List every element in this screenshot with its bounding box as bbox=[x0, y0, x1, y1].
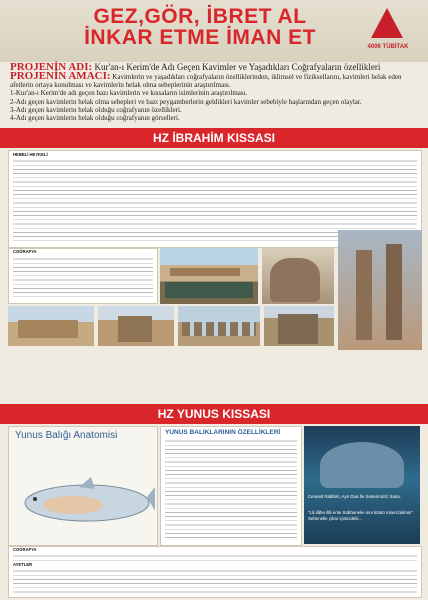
yunus-geo-text bbox=[13, 554, 417, 562]
features-title: YUNUS BALIKLARININ ÖZELLİKLERİ bbox=[165, 429, 281, 436]
ibrahim-geo-heading: COĞRAFYA bbox=[13, 249, 37, 254]
yunus-text-panel bbox=[8, 546, 422, 598]
ibrahim-heading: HEBELİ HEYKELİ bbox=[13, 152, 48, 157]
ibrahim-photo-pools bbox=[160, 248, 258, 304]
project-item: 2-Adı geçen kavimlerin helak olma sebepleri ve bazı peygamberlerin geldikleri kavimler sebebiyle başlarından geçen olaylar. bbox=[10, 97, 362, 106]
project-purpose bbox=[10, 72, 418, 89]
ibrahim-banner bbox=[0, 128, 428, 148]
yunus-caption: Cenneti Rabbim, Ayn Dua İle Sederimiziz Sana. bbox=[308, 494, 401, 499]
poster-title bbox=[60, 6, 340, 48]
yunus-photo-sea bbox=[304, 426, 420, 544]
project-item: 3-Adı geçen kavimlerin helak olduğu coğrafyanın özellikleri. bbox=[10, 105, 182, 114]
project-purpose-value: Kavimlerin ve yaşadıkları coğrafyaların özelliklerinden, iklimsel ve fiziksellarını, kavimleri helak eden afetlerin ortaya konulması ve kavimlerin helak olma sebeplerinin araştırılması. bbox=[10, 73, 402, 90]
project-purpose-label: PROJENİN AMACI: bbox=[10, 70, 111, 82]
anatomy-title: Yunus Balığı Anatomisi bbox=[15, 430, 118, 441]
title-line-2: İNKAR ETME İMAN ET bbox=[84, 26, 316, 49]
yunus-quote: "Lâ ilâhe illâ ente Sübhaneke inni küntü minezzalimin" Sebenelle çıkar içimizdeki... bbox=[308, 510, 413, 521]
project-name-value: Kur'an-ı Kerim'de Adı Geçen Kavimler ve Yaşadıkları Coğrafyaların özellikleri bbox=[94, 62, 381, 72]
project-name-label: PROJENİN ADI: bbox=[10, 61, 93, 73]
title-line-1: GEZ,GÖR, İBRET AL bbox=[93, 5, 307, 28]
yunus-title: HZ YUNUS KISSASI bbox=[157, 407, 271, 421]
ibrahim-photo-pillars bbox=[338, 230, 422, 350]
anatomy-panel bbox=[8, 426, 158, 546]
ibrahim-photo-rock bbox=[262, 248, 334, 304]
ibrahim-title: HZ İBRAHİM KISSASI bbox=[152, 131, 275, 145]
tubitak-logo bbox=[357, 8, 419, 60]
yunus-geo-heading: COĞRAFYA bbox=[13, 547, 37, 552]
features-panel bbox=[160, 426, 302, 546]
project-item: 1-Kur'an-ı Kerim'de adı geçen bazı kavimlerin ve kıssaların isimlerinin araştırılması. bbox=[10, 89, 248, 98]
ibrahim-photo-castle bbox=[8, 306, 94, 346]
ibrahim-photo-aqueduct bbox=[178, 306, 260, 346]
logo-triangle-icon bbox=[371, 8, 403, 38]
yunus-banner bbox=[0, 404, 428, 424]
ibrahim-geo-text bbox=[13, 257, 153, 299]
yunus-ayet-heading: AYETLER bbox=[13, 562, 33, 567]
whale-illustration bbox=[9, 447, 157, 543]
project-item: 4-Adı geçen kavimlerin helak olduğu coğrafyanın görselleri. bbox=[10, 114, 180, 123]
ibrahim-photo-stone bbox=[264, 306, 334, 346]
features-list bbox=[165, 439, 297, 541]
yunus-ayet-text bbox=[13, 569, 417, 595]
header bbox=[0, 0, 428, 62]
ibrahim-geo-panel bbox=[8, 248, 158, 304]
ibrahim-photo-ruins bbox=[98, 306, 174, 346]
logo-label: 4006 TÜBİTAK bbox=[367, 44, 409, 50]
project-info bbox=[10, 62, 418, 122]
